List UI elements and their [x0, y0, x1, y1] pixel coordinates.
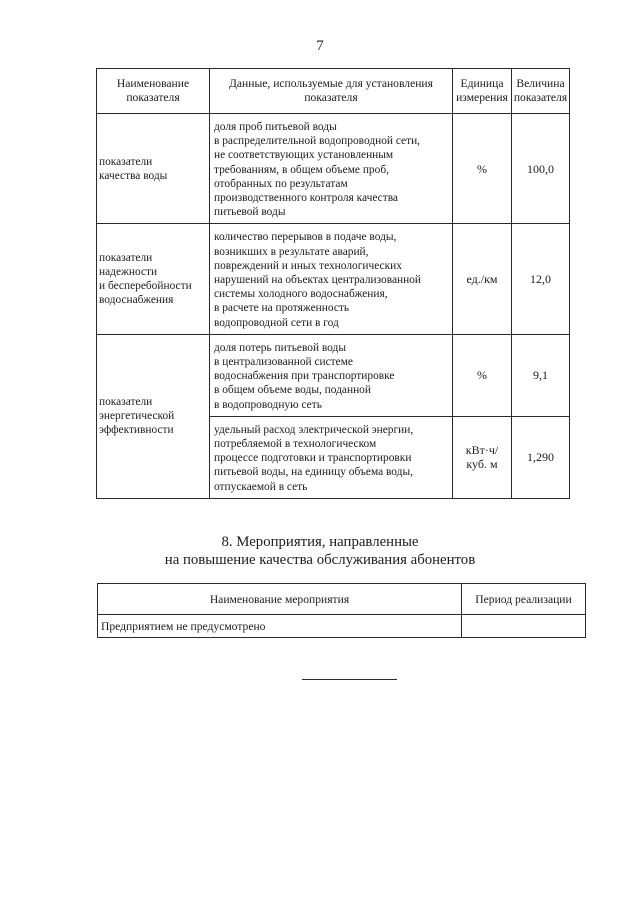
section-8-title-line-1: 8. Мероприятия, направленные: [221, 534, 419, 550]
event-period-cell: [462, 615, 586, 638]
section-8-title-line-2: на повышение качества обслуживания абонентов: [164, 552, 476, 568]
indicator-data-cell: доля проб питьевой воды в распределительной водопроводной сети, не соответствующих установленным требованиям, в общем объеме проб, отобранных по результатам производственного контроля качества питьевой воды: [210, 114, 453, 224]
page-number: 7: [316, 38, 324, 54]
section-8-title: [0, 533, 640, 569]
indicators-body: [97, 114, 570, 499]
events-header-row: [98, 584, 586, 615]
closing-rule: [302, 679, 397, 680]
indicator-value-cell: 1,290: [512, 416, 570, 498]
event-name-cell: Предприятием не предусмотрено: [98, 615, 462, 638]
header-value: Величина показателя: [512, 69, 570, 114]
indicator-row: [97, 114, 570, 224]
indicator-row: [97, 334, 570, 416]
indicator-value-cell: 12,0: [512, 224, 570, 334]
indicator-unit-cell: %: [453, 114, 512, 224]
indicator-row: [97, 224, 570, 334]
header-indicator-data: Данные, используемые для установления показателя: [210, 69, 453, 114]
header-event-period: Период реализации: [462, 584, 586, 615]
indicator-data-cell: количество перерывов в подаче воды, возникших в результате аварий, повреждений и иных технологических нарушений на объектах централизованной системы холодного водоснабжения, в расчете на протяженность водопроводной сети в год: [210, 224, 453, 334]
indicator-data-cell: доля потерь питьевой воды в централизованной системе водоснабжения при транспортировке в общем объеме воды, поданной в водопроводную сеть: [210, 334, 453, 416]
indicator-unit-cell: %: [453, 334, 512, 416]
indicators-header-row: [97, 69, 570, 114]
events-table: [97, 583, 586, 638]
indicator-data-cell: удельный расход электрической энергии, потребляемой в технологическом процессе подготовки и транспортировки питьевой воды, на единицу объема воды, отпускаемой в сеть: [210, 416, 453, 498]
header-indicator-name: Наименование показателя: [97, 69, 210, 114]
indicators-table: [96, 68, 570, 499]
indicator-group-name: показатели качества воды: [97, 114, 210, 224]
indicator-unit-cell: кВт·ч/ куб. м: [453, 416, 512, 498]
indicator-unit-cell: ед./км: [453, 224, 512, 334]
header-unit: Единица измерения: [453, 69, 512, 114]
indicator-value-cell: 100,0: [512, 114, 570, 224]
indicator-group-name: показатели энергетической эффективности: [97, 334, 210, 498]
header-event-name: Наименование мероприятия: [98, 584, 462, 615]
event-row: [98, 615, 586, 638]
indicator-group-name: показатели надежности и бесперебойности водоснабжения: [97, 224, 210, 334]
indicator-value-cell: 9,1: [512, 334, 570, 416]
